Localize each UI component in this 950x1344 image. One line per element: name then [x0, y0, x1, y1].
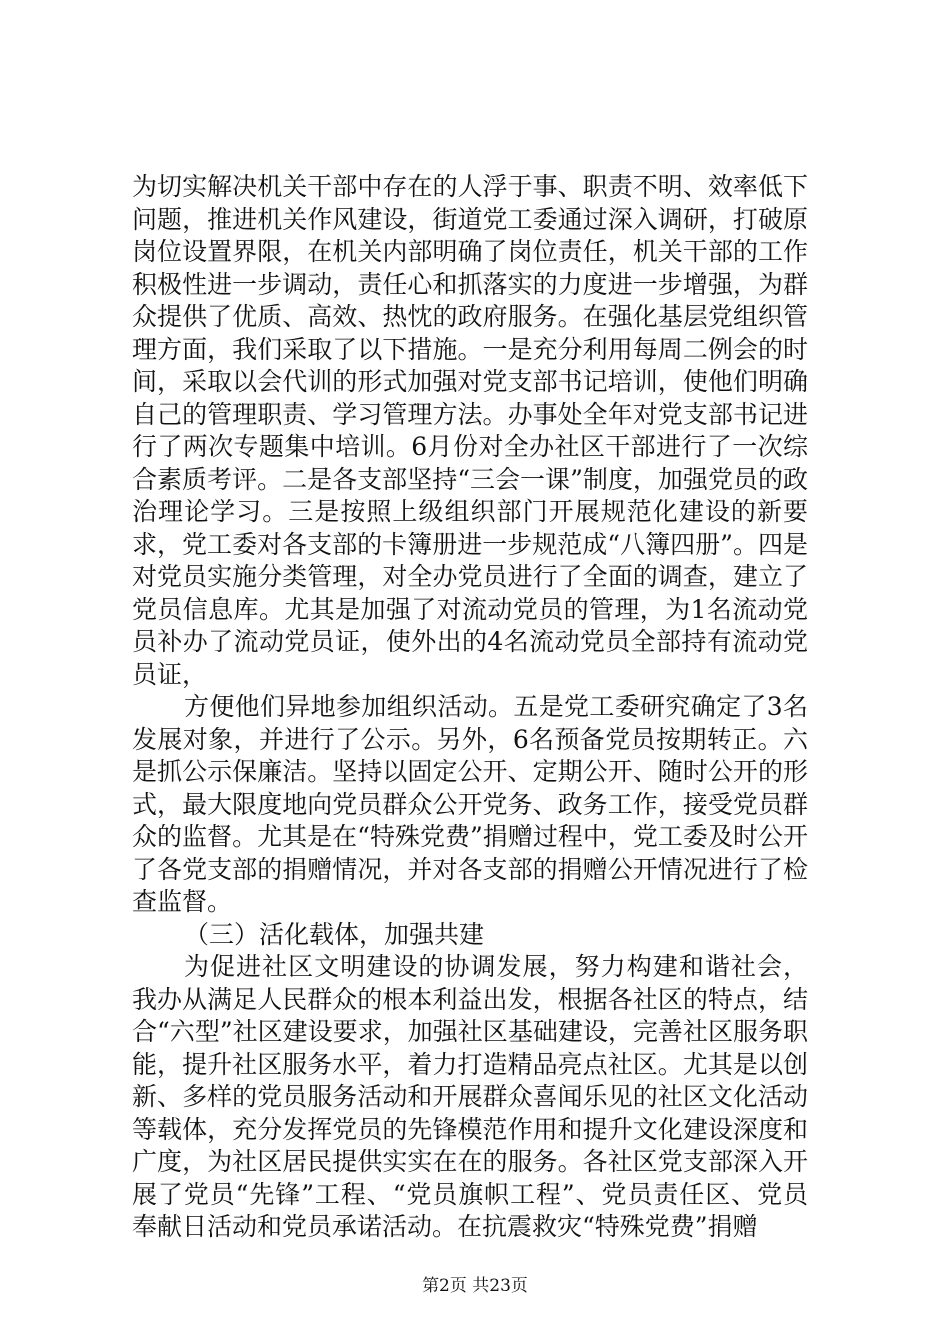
paragraph-1: 为切实解决机关干部中存在的人浮于事、职责不明、效率低下问题，推进机关作风建设，街道党工委通过深入调研，打破原岗位设置界限，在机关内部明确了岗位责任，机关干部的工作积极性进一步调动，责任心和抓落实的力度进一步增强，为群众提供了优质、高效、热忱的政府服务。在强化基层党组织管理方面，我们采取了以下措施。一是充分利用每周二例会的时间，采取以会代训的形式加强对党支部书记培训，使他们明确自己的管理职责、学习管理方法。办事处全年对党支部书记进行了两次专题集中培训。6月份对全办社区干部进行了一次综合素质考评。二是各支部坚持“三会一课”制度，加强党员的政治理论学习。三是按照上级组织部门开展规范化建设的新要求，党工委对各支部的卡簿册进一步规范成“八簿四册”。四是对党员实施分类管理，对全办党员进行了全面的调查，建立了党员信息库。尤其是加强了对流动党员的管理，为1名流动党员补办了流动党员证，使外出的4名流动党员全部持有流动党员证，: [132, 172, 808, 689]
paragraph-2: 方便他们异地参加组织活动。五是党工委研究确定了3名发展对象，并进行了公示。另外，6名预备党员按期转正。六是抓公示保廉洁。坚持以固定公开、定期公开、随时公开的形式，最大限度地向党员群众公开党务、政务工作，接受党员群众的监督。尤其是在“特殊党费”捐赠过程中，党工委及时公开了各党支部的捐赠情况，并对各支部的捐赠公开情况进行了检查监督。: [132, 692, 808, 916]
document-body: [132, 171, 808, 1244]
paragraph-3: 为促进社区文明建设的协调发展，努力构建和谐社会，我办从满足人民群众的根本利益出发，根据各社区的特点，结合“六型”社区建设要求，加强社区基础建设，完善社区服务职能，提升社区服务水平，着力打造精品亮点社区。尤其是以创新、多样的党员服务活动和开展群众喜闻乐见的社区文化活动等载体，充分发挥党员的先锋模范作用和提升文化建设深度和广度，为社区居民提供实实在在的服务。各社区党支部深入开展了党员“先锋”工程、“党员旗帜工程”、党员责任区、党员奉献日活动和党员承诺活动。在抗震救灾“特殊党费”捐赠: [132, 952, 808, 1241]
section-heading: （三）活化载体，加强共建: [184, 919, 485, 949]
page-footer: 第2页 共23页: [422, 1276, 528, 1296]
